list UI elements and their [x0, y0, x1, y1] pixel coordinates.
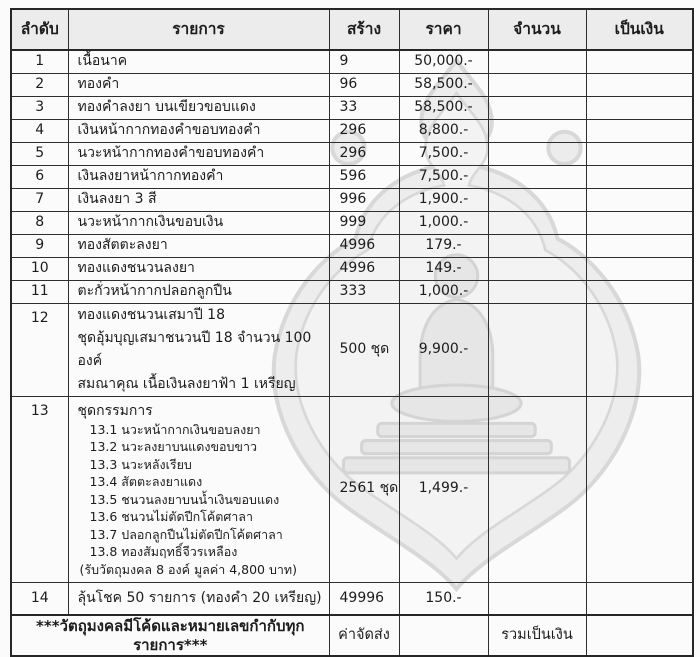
row-sub-item: 13.4 สัตตะลงยาแดง — [89, 474, 203, 489]
qty-cell — [488, 280, 586, 303]
footer-row — [11, 615, 693, 656]
table-row — [11, 96, 693, 119]
row-no: 14 — [11, 582, 68, 615]
row-item-title: ชุดกรรมการ — [77, 402, 153, 419]
row-sub-item: 13.8 ทองสัมฤทธิ์จีวรเหลือง — [89, 544, 238, 559]
shipping-value-cell — [399, 615, 488, 656]
header-row — [11, 9, 693, 50]
amulet-price-table — [10, 8, 694, 657]
header-price: ราคา — [399, 9, 488, 50]
row-made: 296 — [329, 142, 399, 165]
amount-cell — [586, 165, 693, 188]
row-item: ทองคำ — [68, 73, 329, 96]
table-row — [11, 142, 693, 165]
footer-note: ***วัตถุมงคลมีโค้ดและหมายเลขกำกับทุกรายการ*** — [11, 615, 329, 656]
qty-cell — [488, 50, 586, 73]
row-no: 1 — [11, 50, 68, 73]
row-price: 1,499.- — [399, 396, 488, 582]
table-row-set-13 — [11, 396, 693, 582]
row-sub-item: 13.6 ชนวนไม่ตัดปีกโค้ตศาลา — [89, 509, 253, 524]
row-made: 296 — [329, 119, 399, 142]
qty-cell — [488, 234, 586, 257]
table-row — [11, 211, 693, 234]
qty-cell — [488, 96, 586, 119]
header-made: สร้าง — [329, 9, 399, 50]
amount-cell — [586, 50, 693, 73]
row-item: ทองสัตตะลงยา — [68, 234, 329, 257]
table-row-set-12 — [11, 303, 693, 396]
row-price: 150.- — [399, 582, 488, 615]
qty-cell — [488, 119, 586, 142]
qty-cell — [488, 142, 586, 165]
row-made: 96 — [329, 73, 399, 96]
row-sub-item: 13.1 นวะหน้ากากเงินขอบลงยา — [89, 421, 261, 437]
amount-cell — [586, 188, 693, 211]
row-item: เงินหน้ากากทองคำขอบทองคำ — [68, 119, 329, 142]
shipping-label: ค่าจัดส่ง — [329, 615, 399, 656]
row-item-line: ชุดอุ้มบุญเสมาชนวนปี 18 จำนวน 100 องค์ — [77, 329, 312, 369]
qty-cell — [488, 188, 586, 211]
row-price: 58,500.- — [399, 96, 488, 119]
row-sub-item: 13.7 ปลอกลูกปืนไม่ตัดปีกโค้ตศาลา — [89, 526, 283, 542]
table-row — [11, 257, 693, 280]
table-row — [11, 50, 693, 73]
qty-cell — [488, 303, 586, 396]
row-made: 2561 ชุด — [329, 396, 399, 582]
qty-cell — [488, 211, 586, 234]
row-made: 333 — [329, 280, 399, 303]
total-label: รวมเป็นเงิน — [488, 615, 586, 656]
table-row — [11, 188, 693, 211]
row-item: เงินลงยาหน้ากากทองคำ — [68, 165, 329, 188]
amount-cell — [586, 303, 693, 396]
header-qty: จำนวน — [488, 9, 586, 50]
row-no: 13 — [11, 396, 68, 582]
row-item-note: (รับวัตถุมงคล 8 องค์ มูลค่า 4,800 บาท) — [79, 561, 298, 577]
total-value-cell — [586, 615, 693, 656]
row-no: 5 — [11, 142, 68, 165]
row-item — [68, 396, 329, 582]
row-made: 49996 — [329, 582, 399, 615]
amount-cell — [586, 257, 693, 280]
qty-cell — [488, 582, 586, 615]
row-no: 4 — [11, 119, 68, 142]
row-price: 1,000.- — [399, 211, 488, 234]
row-sub-item: 13.5 ชนวนลงยาบนน้ำเงินขอบแดง — [89, 491, 280, 507]
amount-cell — [586, 96, 693, 119]
table-row — [11, 582, 693, 615]
row-no: 12 — [11, 303, 68, 396]
row-no: 9 — [11, 234, 68, 257]
header-amount: เป็นเงิน — [586, 9, 693, 50]
header-no: ลำดับ — [11, 9, 68, 50]
qty-cell — [488, 396, 586, 582]
table-row — [11, 234, 693, 257]
amount-cell — [586, 142, 693, 165]
row-item: ลุ้นโชค 50 รายการ (ทองคำ 20 เหรียญ) — [68, 582, 329, 615]
row-price: 7,500.- — [399, 165, 488, 188]
row-item: ทองคำลงยา บนเขียวขอบแดง — [68, 96, 329, 119]
row-no: 11 — [11, 280, 68, 303]
qty-cell — [488, 257, 586, 280]
row-price: 9,900.- — [399, 303, 488, 396]
row-no: 2 — [11, 73, 68, 96]
row-price: 1,900.- — [399, 188, 488, 211]
amount-cell — [586, 211, 693, 234]
row-price: 8,800.- — [399, 119, 488, 142]
row-made: 996 — [329, 188, 399, 211]
qty-cell — [488, 165, 586, 188]
row-item: เนื้อนาค — [68, 50, 329, 73]
amount-cell — [586, 582, 693, 615]
row-no: 8 — [11, 211, 68, 234]
table-row — [11, 119, 693, 142]
amount-cell — [586, 234, 693, 257]
qty-cell — [488, 73, 586, 96]
amount-cell — [586, 396, 693, 582]
row-made: 999 — [329, 211, 399, 234]
row-price: 179.- — [399, 234, 488, 257]
row-item: ตะกั่วหน้ากากปลอกลูกปืน — [68, 280, 329, 303]
table-row — [11, 165, 693, 188]
row-item — [68, 303, 329, 396]
row-made: 4996 — [329, 234, 399, 257]
row-sub-item: 13.3 นวะหลังเรียบ — [89, 456, 192, 472]
row-no: 3 — [11, 96, 68, 119]
amount-cell — [586, 73, 693, 96]
row-made: 33 — [329, 96, 399, 119]
row-made: 4996 — [329, 257, 399, 280]
row-no: 10 — [11, 257, 68, 280]
row-made: 500 ชุด — [329, 303, 399, 396]
amount-cell — [586, 119, 693, 142]
row-made: 596 — [329, 165, 399, 188]
row-price: 149.- — [399, 257, 488, 280]
row-no: 7 — [11, 188, 68, 211]
row-price: 7,500.- — [399, 142, 488, 165]
row-item: ทองแดงชนวนลงยา — [68, 257, 329, 280]
row-sub-item: 13.2 นวะลงยาบนแดงขอบขาว — [89, 439, 258, 454]
row-item: นวะหน้ากากทองคำขอบทองคำ — [68, 142, 329, 165]
table-row — [11, 73, 693, 96]
row-item-line: ทองแดงชนวนเสมาปี 18 — [77, 306, 225, 323]
row-item: นวะหน้ากากเงินขอบเงิน — [68, 211, 329, 234]
row-made: 9 — [329, 50, 399, 73]
row-price: 58,500.- — [399, 73, 488, 96]
row-item-line: สมณาคุณ เนื้อเงินลงยาฟ้า 1 เหรียญ — [77, 375, 296, 392]
header-item: รายการ — [68, 9, 329, 50]
row-price: 1,000.- — [399, 280, 488, 303]
amount-cell — [586, 280, 693, 303]
row-item: เงินลงยา 3 สี — [68, 188, 329, 211]
row-price: 50,000.- — [399, 50, 488, 73]
row-no: 6 — [11, 165, 68, 188]
table-row — [11, 280, 693, 303]
